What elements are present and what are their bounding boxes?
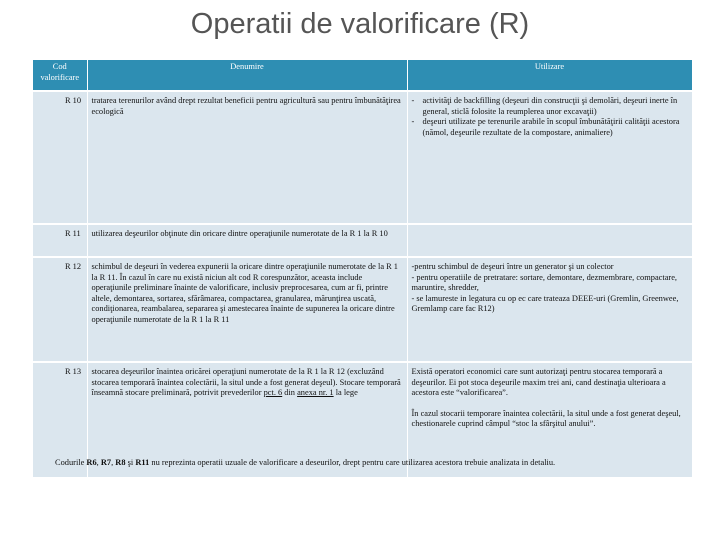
utilizare-item: - deşeuri utilizate pe terenurile arabile în scopul îmbunătăţirii calităţii acestora (nămol, deşeurile rezultate de la compostare, animaliere) [423,117,688,138]
page-title: Operatii de valorificare (R) [190,8,530,40]
header-cod: Cod valorificare [33,60,87,91]
header-utilizare: Utilizare [407,60,692,91]
footer-code: R6 [86,458,97,467]
row-code: R 11 [33,224,87,257]
table-row [33,257,692,362]
row-denumire: utilizarea deşeurilor obţinute din oricare dintre operaţiunile numerotate de la R 1 la R 10 [87,224,407,257]
footer-code: R8 [115,458,126,467]
row-utilizare [407,91,692,224]
row-denumire: tratarea terenurilor având drept rezultat beneficii pentru agricultură sau pentru îmbunătăţirea ecologică [87,91,407,224]
row-denumire: schimbul de deşeuri în vederea expunerii la oricare dintre operaţiunile numerotate de la R 1 la R 11. În cazul în care nu există niciun alt cod R corespunzător, aceasta include operaţiunile preliminare înainte de valorificare, inclusiv preprocesarea, cum ar fi, printre altele, demontarea, sortarea, sfărâmarea, compactarea, granularea, mărunţirea uscată, condiţionarea, reambalarea, separarea şi amestecarea înainte de supunerea la oricare dintre operaţiunile numerotate de la R 1 la R 11 [87,257,407,362]
row-code: R 13 [33,362,87,477]
footer-text: nu reprezinta operatii uzuale de valorificare a deseurilor, drept pentru care utilizarea acestora trebuie analizata in detaliu. [149,458,556,467]
footer-note [55,458,695,467]
denumire-text: stocarea deşeurilor înaintea oricărei operaţiuni numerotate de la R 1 la R 12 (excluzând stocarea temporară înaintea colectării, la situl unde a fost generat deşeul). Stocare temporară înseamnă stocare preliminară, potrivit prevederilor [91,367,401,397]
footer-text: Codurile [55,458,87,467]
utilizare-item: - activităţi de backfilling (deşeuri din construcţii şi demolări, deşeuri inerte în general, sticlă folosite la reumplerea unor excavaţii) [423,96,688,117]
denumire-text: din [282,388,298,397]
law-link-anexa1[interactable]: anexa nr. 1 [297,388,334,397]
utilizare-paragraph: În cazul stocarii temporare înaintea colectării, la situl unde a fost generat deşeul, chestionarele cuprind câmpul “stoc la sfârşitul anului”. [411,408,681,428]
footer-text: , [111,458,116,467]
row-utilizare: -pentru schimbul de deşeuri între un generator şi un colector - pentru operatiile de pretratare: sortare, demontare, dezmembrare, compactare, maruntire, shredder, - se lamureste in legatura cu op ec care trateaza DEEE-uri (Gremlin, Greenwee, Gremlamp care fac R12) [407,257,692,362]
footer-code: R7 [100,458,112,467]
footer-text: şi [125,458,136,467]
law-link-pct6[interactable]: pct. 6 [263,388,283,397]
table-header-row [33,60,692,91]
row-code: R 10 [33,91,87,224]
table-row [33,91,692,224]
footer-text: , [96,458,101,467]
row-utilizare [407,224,692,257]
denumire-text: la lege [333,388,358,397]
header-denumire: Denumire [87,60,407,91]
row-code: R 12 [33,257,87,362]
table-row [33,224,692,257]
valorification-table [33,60,693,477]
utilizare-paragraph: Există operatori economici care sunt autorizaţi pentru stocarea temporară a deşeurilor. Ei pot stoca deşeurile maxim trei ani, cand destinaţia ulterioara a acestora este “valorificarea”. [411,367,666,397]
footer-code: R11 [135,458,150,467]
